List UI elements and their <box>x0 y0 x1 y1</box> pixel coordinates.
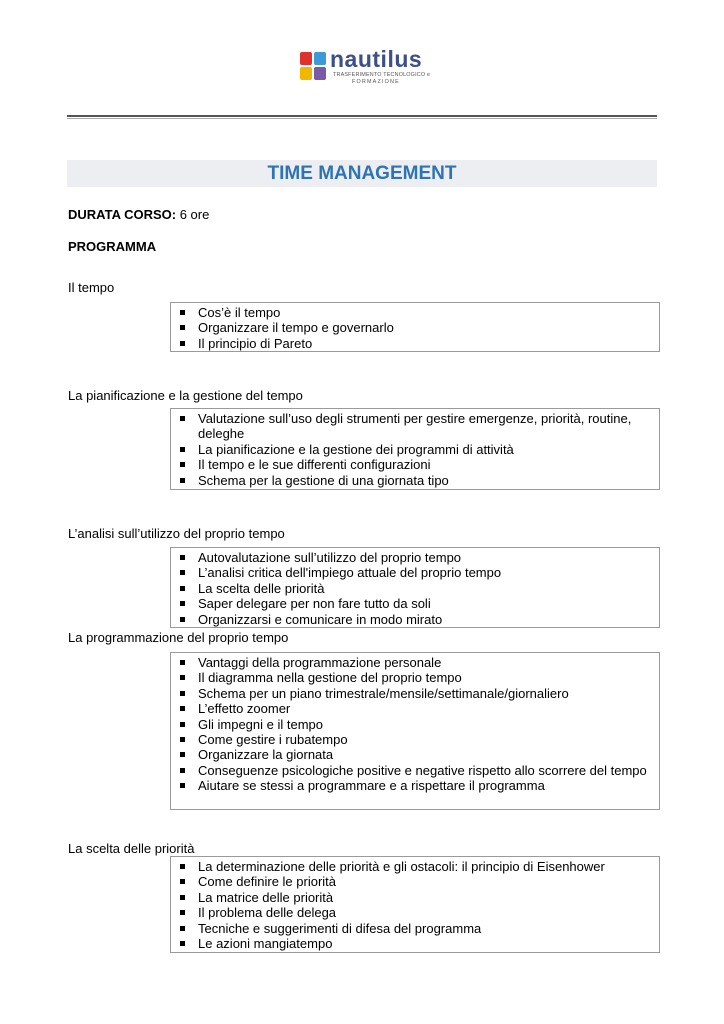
logo-wordmark: nautilus <box>330 46 423 72</box>
section-box <box>170 408 660 490</box>
course-duration-label: DURATA CORSO: <box>68 207 177 222</box>
header-divider-thin <box>67 118 657 119</box>
logo-subtitle-1: TRASFERIMENTO TECNOLOGICO e <box>333 72 431 78</box>
list-item: Organizzare la giornata <box>178 747 651 762</box>
header-divider <box>67 115 657 117</box>
list-item: Vantaggi della programmazione personale <box>178 655 651 670</box>
list-item: Il tempo e le sue differenti configurazioni <box>178 457 651 472</box>
section-title: La pianificazione e la gestione del tempo <box>68 388 303 403</box>
list-item: La determinazione delle priorità e gli ostacoli: il principio di Eisenhower <box>178 859 651 874</box>
list-item: Gli impegni e il tempo <box>178 717 651 732</box>
list-item: Aiutare se stessi a programmare e a rispettare il programma <box>178 778 651 793</box>
list-item: La pianificazione e la gestione dei programmi di attività <box>178 442 651 457</box>
logo-mark-icon <box>300 52 327 82</box>
list-item: Il problema delle delega <box>178 905 651 920</box>
section-box <box>170 302 660 352</box>
list-item: Schema per la gestione di una giornata tipo <box>178 473 651 488</box>
list-item: Come gestire i rubatempo <box>178 732 651 747</box>
list-item: Il principio di Pareto <box>178 336 651 351</box>
program-heading: PROGRAMMA <box>68 239 157 254</box>
list-item: Tecniche e suggerimenti di difesa del programma <box>178 921 651 936</box>
section-title: L’analisi sull’utilizzo del proprio tempo <box>68 526 285 541</box>
page-title: TIME MANAGEMENT <box>267 162 457 184</box>
list-item: Autovalutazione sull’utilizzo del proprio tempo <box>178 550 651 565</box>
section-box <box>170 547 660 628</box>
list-item: L’effetto zoomer <box>178 701 651 716</box>
list-item: Cos’è il tempo <box>178 305 651 320</box>
section-box <box>170 652 660 810</box>
section-title: Il tempo <box>68 280 115 295</box>
list-item: Le azioni mangiatempo <box>178 936 651 951</box>
course-duration-value: 6 ore <box>176 207 210 222</box>
course-duration <box>68 207 209 222</box>
section-title: La programmazione del proprio tempo <box>68 630 289 645</box>
list-item: Organizzarsi e comunicare in modo mirato <box>178 612 651 627</box>
section-title: La scelta delle priorità <box>68 841 195 856</box>
section-box <box>170 856 660 953</box>
list-item: Schema per un piano trimestrale/mensile/settimanale/giornaliero <box>178 686 651 701</box>
list-item: La scelta delle priorità <box>178 581 651 596</box>
list-item: Il diagramma nella gestione del proprio tempo <box>178 670 651 685</box>
nautilus-logo <box>300 46 431 86</box>
list-item: Valutazione sull’uso degli strumenti per gestire emergenze, priorità, routine, deleghe <box>178 411 651 442</box>
title-band <box>67 160 657 187</box>
list-item: Organizzare il tempo e governarlo <box>178 320 651 335</box>
list-item: Conseguenze psicologiche positive e negative rispetto allo scorrere del tempo <box>178 763 651 778</box>
list-item: Come definire le priorità <box>178 874 651 889</box>
list-item: Saper delegare per non fare tutto da soli <box>178 596 651 611</box>
list-item: L’analisi critica dell'impiego attuale del proprio tempo <box>178 565 651 580</box>
logo-subtitle-2: FORMAZIONE <box>352 79 400 85</box>
list-item: La matrice delle priorità <box>178 890 651 905</box>
